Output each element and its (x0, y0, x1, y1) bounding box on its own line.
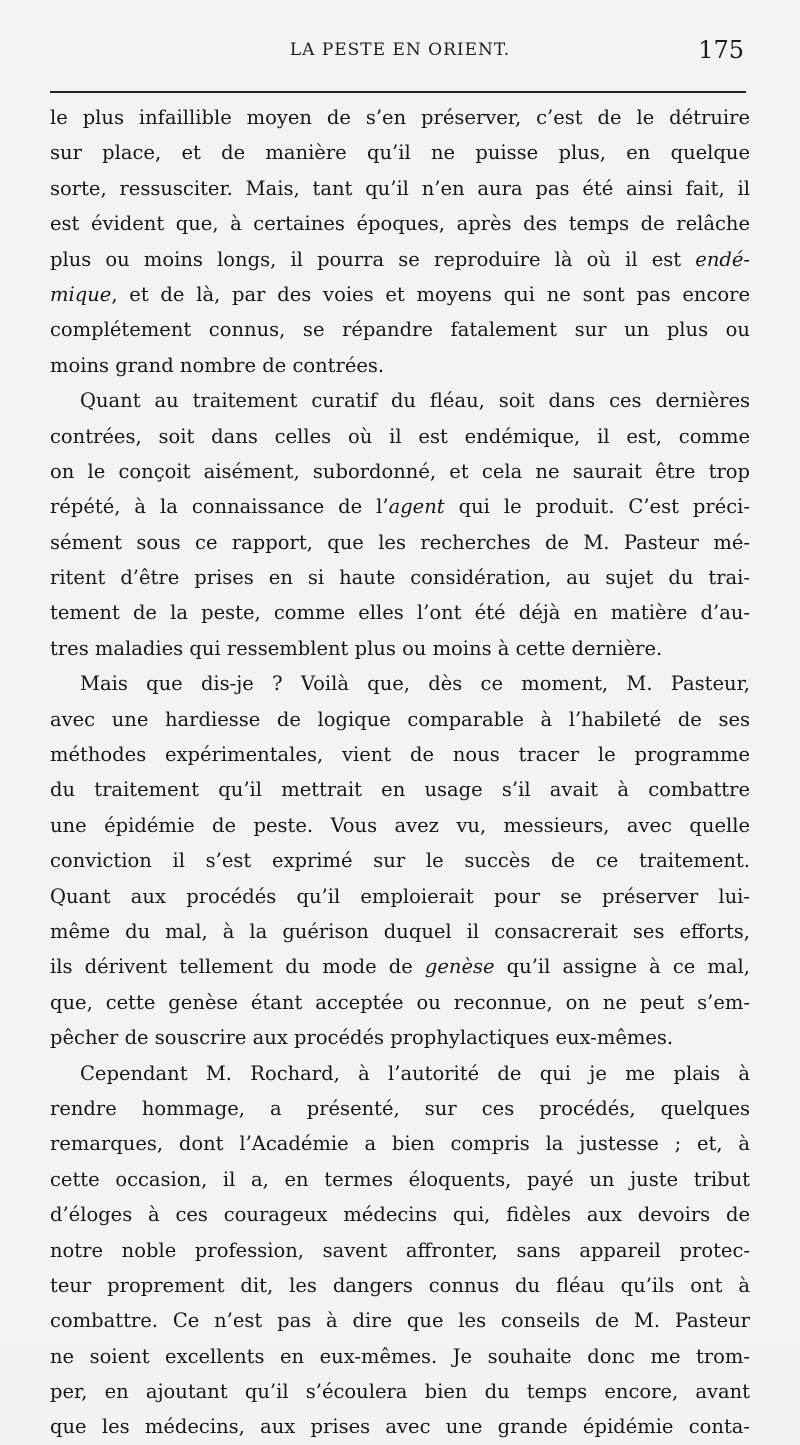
text-line: que les médecins, aux prises avec une grande épidémie conta- (50, 1415, 750, 1439)
text-line: méthodes expérimentales, vient de nous tracer le programme (50, 743, 750, 767)
header-rule (50, 91, 746, 93)
text-line: pêcher de souscrire aux procédés prophylactiques eux-mêmes. (50, 1026, 674, 1050)
text-line: mique, et de là, par des voies et moyens qui ne sont pas encore (50, 282, 750, 306)
text-line: ritent d’être prises en si haute considération, au sujet du trai- (50, 566, 750, 590)
text-line: rendre hommage, a présenté, sur ces procédés, quelques (50, 1096, 750, 1120)
text-line: per, en ajoutant qu’il s’écoulera bien du temps encore, avant (50, 1380, 750, 1404)
text-line: tement de la peste, comme elles l’ont été déjà en matière d’au- (50, 601, 750, 625)
body-text (50, 100, 750, 1445)
text-line: le plus infaillible moyen de s’en préserver, c’est de le détruire (50, 106, 750, 129)
text-line: que, cette genèse étant acceptée ou reconnue, on ne peut s’em- (50, 990, 750, 1014)
text-line: on le conçoit aisément, subordonné, et cela ne saurait être trop (50, 459, 750, 483)
text-line: contrées, soit dans celles où il est endémique, il est, comme (50, 424, 750, 448)
text-line: ne soient excellents en eux-mêmes. Je souhaite donc me trom- (50, 1344, 750, 1368)
text-line: moins grand nombre de contrées. (50, 353, 385, 377)
text-line: notre noble profession, savent affronter, sans appareil protec- (50, 1238, 750, 1262)
text-line: sur place, et de manière qu’il ne puisse plus, en quelque (50, 141, 750, 165)
text-line: remarques, dont l’Académie a bien compris la justesse ; et, à (50, 1132, 750, 1156)
text-line: une épidémie de peste. Vous avez vu, messieurs, avec quelle (50, 813, 750, 837)
text-line: sément sous ce rapport, que les recherches de M. Pasteur mé- (50, 530, 750, 554)
text-line: teur proprement dit, les dangers connus du fléau qu’ils ont à (50, 1273, 750, 1297)
page-header (50, 36, 750, 76)
running-title: LA PESTE EN ORIENT. (289, 40, 511, 60)
text-line: complétement connus, se répandre fatalement sur un plus ou (50, 318, 750, 342)
text-line: combattre. Ce n’est pas à dire que les conseils de M. Pasteur (50, 1309, 750, 1333)
text-line: d’éloges à ces courageux médecins qui, fidèles aux devoirs de (50, 1203, 750, 1227)
text-line: Mais que dis-je ? Voilà que, dès ce moment, M. Pasteur, (80, 672, 750, 696)
text-line: plus ou moins longs, il pourra se reproduire là où il est endé- (50, 247, 750, 271)
text-line: conviction il s’est exprimé sur le succès de ce traitement. (50, 849, 750, 873)
text-line: même du mal, à la guérison duquel il consacrerait ses efforts, (50, 919, 750, 943)
text-line: du traitement qu’il mettrait en usage s’il avait à combattre (50, 778, 750, 802)
text-line: Quant au traitement curatif du fléau, soit dans ces dernières (80, 389, 750, 413)
text-line: avec une hardiesse de logique comparable à l’habileté de ses (50, 707, 750, 731)
text-line: ils dérivent tellement du mode de genèse qu’il assigne à ce mal, (50, 955, 750, 979)
text-line: cette occasion, il a, en termes éloquents, payé un juste tribut (50, 1167, 750, 1191)
text-line: est évident que, à certaines époques, après des temps de relâche (50, 212, 750, 236)
page-number: 175 (698, 36, 744, 64)
text-line: répété, à la connaissance de l’agent qui le produit. C’est préci- (50, 495, 750, 519)
text-line: Cependant M. Rochard, à l’autorité de qui je me plais à (80, 1061, 750, 1085)
text-line: tres maladies qui ressemblent plus ou moins à cette dernière. (50, 636, 663, 660)
text-line: Quant aux procédés qu’il emploierait pour se préserver lui- (50, 884, 750, 908)
text-line: sorte, ressusciter. Mais, tant qu’il n’en aura pas été ainsi fait, il (50, 176, 750, 200)
